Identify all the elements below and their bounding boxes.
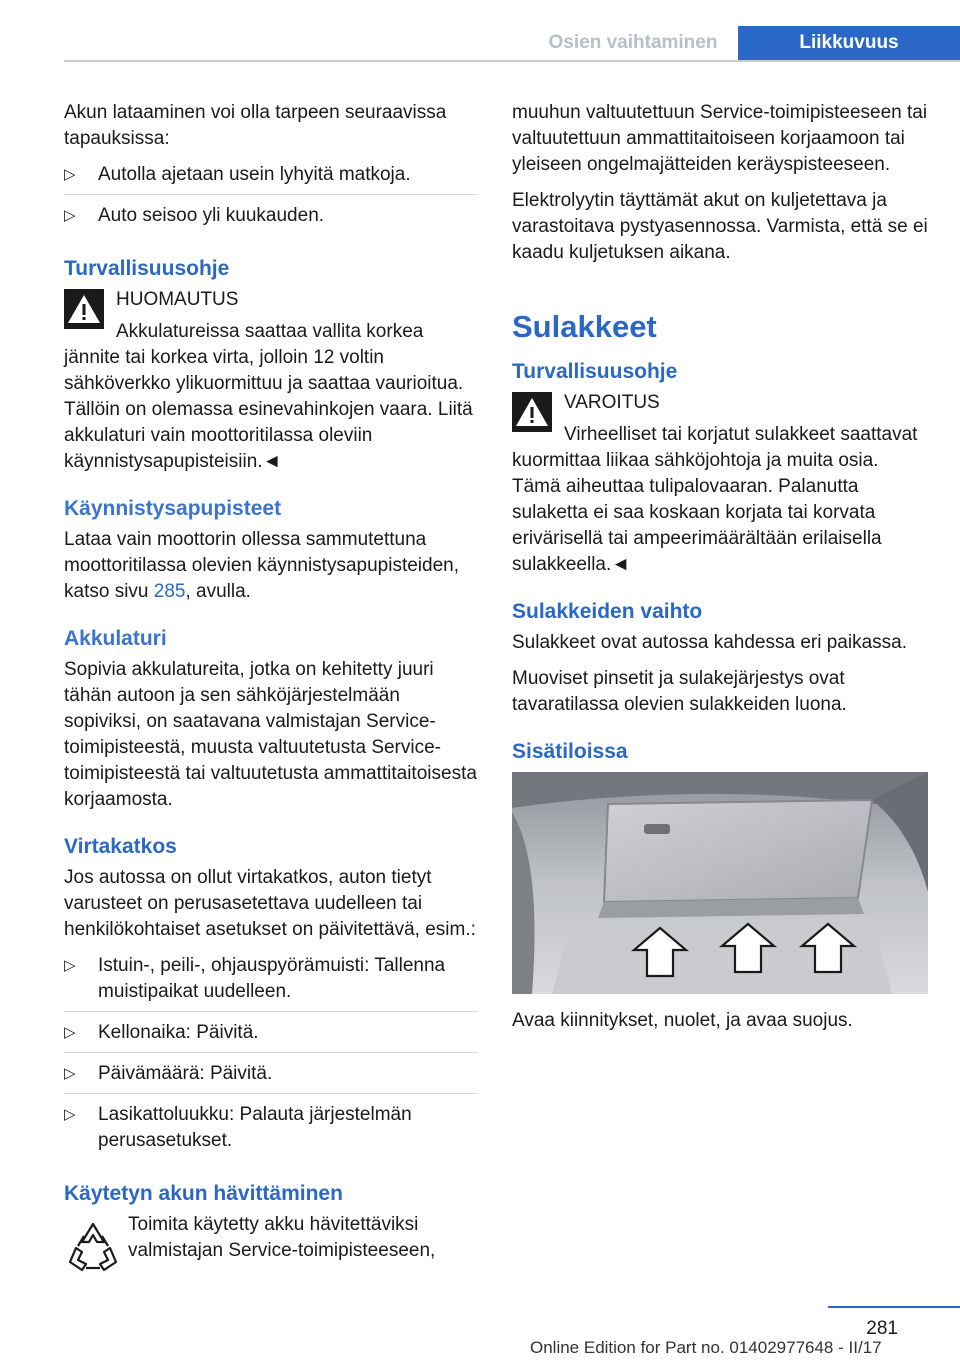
- edition-footer: Online Edition for Part no. 01402977648 - II/17: [530, 1338, 882, 1357]
- warning-triangle-icon: [64, 289, 104, 329]
- disposal-heading: Käytetyn akun hävittäminen: [64, 1182, 343, 1205]
- page-number: 281: [866, 1318, 898, 1339]
- list-item: ▷ Auto seisoo yli kuukauden.: [64, 203, 478, 235]
- triangle-right-icon: ▷: [64, 1106, 76, 1123]
- electrolyte-text: Elektrolyytin täyttämät akut on kuljetettava ja varastoitava pystyasennossa. Varmista, että se ei kaadu kuljetuksen aikana.: [512, 190, 928, 263]
- triangle-right-icon: ▷: [64, 166, 76, 183]
- warning-body: Virheelliset tai korjatut sulakkeet saattavat kuormittaa liikaa sähköjohtoja ja muita osia. Tämä aiheuttaa tulipalovaaran. Palanutta sulaketta ei saa koskaan korjata tai korvata erivärisellä tai ampeerimäärältään erilaisella sulakkeella.◄: [512, 424, 918, 575]
- left-column: [64, 100, 478, 1274]
- jump-start-heading: Käynnistysapupisteet: [64, 497, 282, 520]
- intro-list: [64, 162, 478, 235]
- fuse-change-heading: Sulakkeiden vaihto: [512, 600, 703, 623]
- photo-caption: Avaa kiinnitykset, nuolet, ja avaa suojus.: [512, 1010, 853, 1031]
- triangle-right-icon: ▷: [64, 957, 76, 974]
- list-item: ▷ Autolla ajetaan usein lyhyitä matkoja.: [64, 162, 478, 195]
- list-item: ▷ Kellonaika: Päivitä.: [64, 1020, 478, 1053]
- disposal-block: [64, 1212, 478, 1264]
- charger-text: Sopivia akkulatureita, jotka on kehitetty juuri tähän autoon ja sen sähköjärjestelmään sopiviksi, on saatavana valmistajan Service-toimipisteestä, muusta valtuutetusta Service-toimipisteestä tai valtuutetusta ammattitaitoisesta korjaamosta.: [64, 659, 477, 810]
- power-outage-list: [64, 953, 478, 1160]
- power-outage-heading: Virtakatkos: [64, 835, 177, 858]
- power-outage-text: Jos autossa on ollut virtakatkos, auton tietyt varusteet on perusasetettava uudelleen tai henkilökohtaiset asetukset on päivitettävä, esim.:: [64, 867, 476, 940]
- safety-heading: Turvallisuusohje: [64, 257, 230, 280]
- notice-body: Akkulatureissa saattaa vallita korkea jännite tai korkea virta, jolloin 12 voltin sähköverkko ylikuormittuu ja saattaa vaurioitua. Tällöin on olemassa esinevahinkojen vaara. Liitä akkulaturi vain moottoritilassa oleviin käynnistysapupisteisiin.◄: [64, 321, 473, 472]
- recycle-icon: [64, 1218, 122, 1276]
- header-chapter-tab: Liikkuvuus: [738, 26, 960, 60]
- warning-title: VAROITUS: [564, 392, 660, 413]
- triangle-right-icon: ▷: [64, 207, 76, 224]
- notice-title: HUOMAUTUS: [116, 289, 239, 310]
- disposal-continued-text: muuhun valtuutettuun Service-toimipisteeseen tai valtuutettuun ammattitaitoiseen korjaamoon tai yleiseen ongelmajätteiden keräyspisteeseen.: [512, 102, 928, 175]
- footer-accent-line: [828, 1306, 960, 1308]
- triangle-right-icon: ▷: [64, 1065, 76, 1082]
- jump-start-text: Lataa vain moottorin ollessa sammutettuna moottoritilassa olevien käynnistysapupisteiden, katso sivu 285, avulla.: [64, 529, 459, 602]
- list-item: ▷ Päivämäärä: Päivitä.: [64, 1061, 478, 1094]
- warning-triangle-icon: [512, 392, 552, 432]
- warning-block: [512, 390, 928, 578]
- right-column: [512, 100, 928, 1044]
- fuse-change-text-1: Sulakkeet ovat autossa kahdessa eri paikassa.: [512, 632, 908, 653]
- disposal-text: Toimita käytetty akku hävitettäviksi valmistajan Service-toimipisteeseen,: [128, 1214, 436, 1261]
- interior-heading: Sisätiloissa: [512, 740, 628, 763]
- list-item: ▷ Istuin-, peili-, ohjauspyörämuisti: Tallenna muistipaikat uudelleen.: [64, 953, 478, 1012]
- header-divider: [64, 60, 960, 62]
- fuse-safety-heading: Turvallisuusohje: [512, 360, 678, 383]
- header-section-title: Osien vaihtaminen: [548, 32, 718, 53]
- page-reference-link[interactable]: 285: [153, 581, 186, 602]
- fuses-heading: Sulakkeet: [512, 309, 657, 344]
- triangle-right-icon: ▷: [64, 1024, 76, 1041]
- notice-block: [64, 287, 478, 475]
- list-item: ▷ Lasikattoluukku: Palauta järjestelmän perusasetukset.: [64, 1104, 412, 1151]
- charger-heading: Akkulaturi: [64, 627, 167, 650]
- glovebox-cover-photo: [512, 772, 928, 994]
- intro-text: Akun lataaminen voi olla tarpeen seuraavissa tapauksissa:: [64, 102, 447, 149]
- fuse-change-text-2: Muoviset pinsetit ja sulakejärjestys ovat tavaratilassa olevien sulakkeiden luona.: [512, 668, 847, 715]
